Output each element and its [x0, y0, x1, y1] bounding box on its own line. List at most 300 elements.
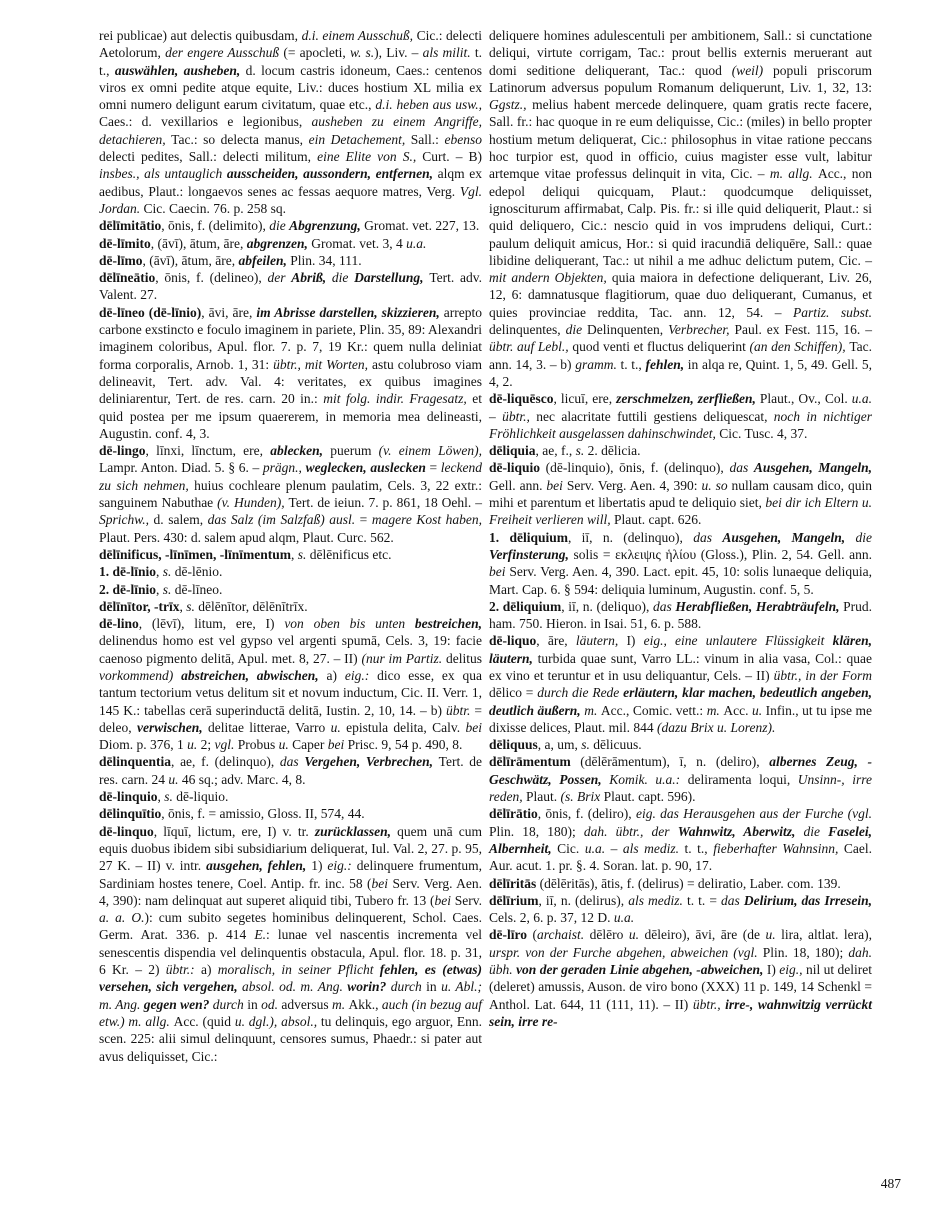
- text-segment: Tert. de ieiun. 7. p. 861, 18 Oehl. –: [288, 495, 482, 511]
- text-segment: dēleiro), āvi, āre (de: [644, 927, 766, 943]
- text-segment: dē-lino: [99, 616, 139, 632]
- entry-delinio-1: [99, 563, 482, 580]
- text-segment: dēlīmitātio: [99, 218, 162, 234]
- text-segment: rei publicae) aut delectis quibusdam,: [99, 28, 302, 43]
- text-segment: dēlicuus.: [593, 737, 642, 753]
- entry-delinitor: [99, 598, 482, 615]
- text-segment: dē-liquēsco: [489, 391, 554, 407]
- text-segment: Probus: [237, 737, 279, 753]
- entry-deliquio: [489, 459, 872, 528]
- text-segment: u. Abl.; m. Ang.: [99, 979, 483, 1012]
- text-segment: durch die Rede: [537, 685, 624, 701]
- text-segment: Plin. 34, 111.: [290, 252, 362, 268]
- text-segment: (weil): [731, 62, 773, 78]
- text-segment: , iī, n. (delirus),: [538, 892, 629, 908]
- text-segment: Serv. Verg. Aen. 4, 390): nam delinquat aut superet aliquid tibi, Tubero fr. 13 (: [99, 875, 483, 908]
- text-segment: Unsinn-, irre reden,: [489, 771, 873, 805]
- text-segment: Vergehen, Verbrechen,: [304, 754, 439, 770]
- entry-deliquium-2: [489, 598, 872, 633]
- text-segment: alqm ex aedibus, Plaut.: longaevos senes ac fessas aequore matres, Verg.: [99, 166, 482, 199]
- text-segment: die: [331, 270, 355, 286]
- text-segment: dē-lingo: [99, 443, 146, 459]
- text-segment: dē-līmito: [99, 235, 151, 251]
- text-segment: lira, altlat. lera),: [781, 927, 873, 943]
- text-segment: auch (in bezug auf etw.) m. allg.: [99, 996, 483, 1029]
- text-segment: bei: [371, 875, 393, 891]
- text-segment: s.: [186, 598, 199, 614]
- text-segment: =: [429, 460, 441, 476]
- text-segment: Tac. ann. 14, 3. – b): [489, 339, 872, 372]
- text-segment: (dazu Brix u. Lorenz).: [657, 719, 776, 735]
- entry-deliquesco: [489, 390, 872, 442]
- text-segment: Partiz. subst.: [793, 304, 872, 320]
- text-segment: Gromat. vet. 227, 13.: [364, 218, 480, 234]
- entry-delinio-2: [99, 581, 482, 598]
- text-segment: dēliquia: [489, 443, 536, 459]
- text-segment: 1. dē-līnio: [99, 564, 157, 580]
- text-segment: dēlīneātio: [99, 270, 156, 286]
- text-segment: übtr.: [446, 702, 475, 718]
- text-segment: worin?: [347, 979, 391, 995]
- text-segment: , (āvī), ātum, āre,: [142, 252, 239, 268]
- text-segment: dē-liquio: [489, 460, 541, 476]
- text-segment: 1. dēliquium: [489, 529, 568, 545]
- text-segment: a): [200, 962, 218, 978]
- text-segment: albernes Zeug, -Geschwätz, Possen,: [489, 754, 872, 787]
- text-segment: eig.,: [779, 962, 806, 978]
- text-segment: Plaut. capt. 596).: [603, 789, 696, 805]
- entry-delinquo: [99, 823, 482, 1065]
- text-segment: puerum: [330, 443, 379, 459]
- text-segment: als mediz.: [628, 892, 687, 908]
- entry-delirium: [489, 892, 872, 927]
- text-segment: adversus: [281, 996, 332, 1012]
- text-segment: das: [729, 460, 754, 476]
- text-segment: eine Elite von S.,: [317, 149, 423, 165]
- text-segment: quod venti et fluctus deliquerint: [572, 339, 750, 355]
- text-segment: : lunae vel nascentis incrementa vel senescentis dispendia vel delinquentis obstacula, Apul. flor. 18. p. 31, 6 Kr. – 2): [99, 927, 482, 978]
- text-segment: bei: [434, 892, 455, 908]
- text-segment: gegen wen?: [143, 996, 213, 1012]
- text-segment: , ae, f.,: [535, 443, 576, 459]
- text-segment: 1): [311, 858, 328, 874]
- text-segment: (dēlērāmentum), ī, n. (deliro),: [570, 754, 770, 770]
- page-number: 487: [880, 1176, 901, 1191]
- text-segment: ): cum subito segetes hominibus delinquerent, Schol. Caes. Germ. Arat. 336. p. 414: [99, 910, 483, 943]
- text-segment: erläutern, klar machen, bedeutlich angeben, deutlich äußern,: [489, 685, 872, 718]
- text-segment: epistula delita, Calv.: [346, 719, 466, 735]
- text-segment: übtr. auf Lebl.,: [489, 339, 573, 355]
- text-segment: Ausgehen, Mangeln,: [722, 529, 856, 545]
- text-segment: t. t.,: [99, 45, 482, 78]
- text-segment: Faselei, Albernheit,: [489, 823, 872, 856]
- text-segment: , (lēvī), litum, ere, I): [138, 616, 285, 632]
- entry-delineatio: [99, 269, 482, 304]
- text-segment: Plaut. Pers. 430: d. salem apud alqm, Plaut. Curc. 562.: [99, 529, 394, 545]
- text-segment: (v. einem Löwen),: [378, 443, 482, 459]
- text-segment: Plaut.: [526, 789, 561, 805]
- text-segment: in: [247, 996, 262, 1012]
- text-segment: Plin. 18, 180);: [489, 823, 584, 839]
- text-segment: in: [426, 979, 442, 995]
- entry-delinificus: [99, 546, 482, 563]
- text-segment: das Salz (im Salzfaß) ausl.: [207, 512, 360, 528]
- text-segment: Plaut. capt. 626.: [613, 512, 702, 528]
- text-segment: Serv. Verg. Aen. 4, 390:: [566, 477, 702, 493]
- text-segment: u.: [168, 771, 182, 787]
- text-segment: u.a.: [613, 910, 635, 926]
- text-segment: Paul. ex Fest. 115, 16. –: [734, 322, 873, 338]
- text-segment: Wahnwitz, Aberwitz,: [677, 823, 804, 839]
- text-segment: ebenso: [444, 131, 482, 147]
- text-segment: Curt. – B): [422, 149, 482, 165]
- text-segment: die: [269, 218, 290, 234]
- text-segment: Delinquenten,: [587, 322, 669, 338]
- text-segment: ausscheiden, aussondern, entfernen,: [226, 166, 438, 182]
- text-segment: Caes.: d. vexillarios e legionibus,: [99, 114, 312, 130]
- text-segment: Acc., non edepol deliqui quicquam, Plaut.: quodcumque deliquisset, ignosciturum affirmabat, Calp. Pis. fr.: si ille quid deliquerit, Plaut.: si quid deliquero, Cic.: nescio quid in vos imprudens deliqui, Curt.: paulum deliquit amicus, Hor.: si quid iracundiā deliquēre, Sall.: quae libidine deliquerant, Tac.: ut nihil a me adhuc delictum putem, Cic. –: [489, 166, 872, 268]
- entry-deliquia: [489, 442, 872, 459]
- text-segment: magere Kost haben,: [371, 512, 483, 528]
- text-segment: m. allg.: [769, 166, 818, 182]
- text-segment: , ae, f. (delinquo),: [171, 754, 280, 770]
- text-segment: dah. übtr., der: [583, 823, 678, 839]
- text-segment: dēlīrium: [489, 892, 539, 908]
- text-segment: mit folg. indir. Fragesatz,: [323, 391, 473, 407]
- text-segment: melius habent mercede delinquere, quam gratis recte facere, Sall. fr.: hac quoque in re eum deliquisse, Cic.: (miles) in bello propter hostium metum deliquerat, Cic.: philosophus in vitae ratione peccans hoc turpior est, quod in officio, cuius magister esse vult, labitur artemque vitae professus delinquit in vita, Cic. –: [489, 97, 872, 182]
- text-segment: w. s.: [349, 45, 375, 61]
- text-segment: , (āvī), ātum, āre,: [150, 235, 247, 251]
- entry-delimo: [99, 252, 482, 269]
- text-segment: zurücklassen,: [314, 823, 398, 839]
- text-segment: dē-linquio: [99, 789, 158, 805]
- text-segment: populi priscorum Latinorum adversus populum Romanum deliquerunt, Liv. 1, 32, 13:: [489, 62, 872, 95]
- text-segment: Komik. u.a.:: [609, 771, 688, 787]
- text-segment: u. so: [701, 477, 732, 493]
- text-segment: eig., eine unlautere Flüssigkeit: [643, 633, 833, 649]
- text-segment: 2. dēlicia.: [587, 443, 641, 459]
- text-segment: , ōnis, f. (delimito),: [161, 218, 270, 234]
- text-segment: zerschmelzen, zerfließen,: [616, 391, 760, 407]
- text-segment: auswählen, ausheben,: [114, 62, 246, 78]
- text-segment: bei: [546, 477, 567, 493]
- left-column: [99, 27, 482, 1065]
- text-segment: übtr.:: [165, 962, 201, 978]
- text-segment: dēliquus: [489, 737, 538, 753]
- text-segment: u. dgl.), absol.,: [234, 1013, 321, 1029]
- text-segment: et quid postea per me ipsum quaererem, in memoria mea delineasti, Augustin. conf. 4, 3.: [99, 391, 482, 441]
- text-segment: die: [803, 823, 829, 839]
- text-segment: Acc., Comic. vett.:: [600, 702, 707, 718]
- text-segment: Akk.,: [348, 996, 382, 1012]
- text-segment: nullam causam dico, quin mihi et parentum et libertatis apud te deliquio siet,: [489, 477, 872, 511]
- text-segment: als milit.: [422, 45, 475, 61]
- text-segment: dēlinquītio: [99, 806, 162, 822]
- text-segment: ablecken,: [270, 443, 331, 459]
- text-segment: delinendus homo est vel gypso vel argenti spumā, Cels. 3, 19: facie caenoso pigmento delitā, Apul. met. 8, 27. – II): [99, 633, 482, 666]
- text-segment: , iī, n. (delinquo),: [567, 529, 694, 545]
- text-segment: läutern,: [575, 633, 627, 649]
- text-segment: , a, um,: [537, 737, 582, 753]
- text-segment: im Abrisse darstellen, skizzieren,: [256, 304, 444, 320]
- text-segment: arrepto carbone exstincto e foculo imaginem in pariete, Plin. 35, 89: Alexandri imaginem coloribus, Apul. flor. 7. p. 7, 19 Kr.: quem nulla deliniat forma corporalis, Arnob. 1, 31:: [99, 304, 482, 372]
- text-segment: Acc.: [723, 702, 752, 718]
- entry-deliratio: [489, 805, 872, 874]
- text-segment: Verbrecher,: [668, 322, 735, 338]
- text-segment: u.: [765, 927, 782, 943]
- text-segment: ,: [291, 546, 298, 562]
- text-segment: t. t. =: [686, 892, 722, 908]
- text-segment: d. locum castris idoneum, Caes.: centenos viros ex omni pedite atque equite, Liv.: duces hostium XL milia ex omni numero deligunt earum civitatum, quae etc.,: [99, 62, 482, 113]
- text-segment: von der geraden Linie abgehen, -abweichen,: [516, 962, 767, 978]
- entry-delineo: [99, 304, 482, 442]
- text-segment: od.: [261, 996, 282, 1012]
- text-segment: Infin., ut tu ipse me dixisse delices, Plaut. mil. 844: [489, 702, 872, 735]
- text-segment: u.: [278, 737, 293, 753]
- text-segment: I): [766, 962, 780, 978]
- text-segment: das: [652, 598, 676, 614]
- text-segment: d.i. heben aus usw.,: [375, 97, 482, 113]
- text-segment: nec alacritate futtili gestiens deliquescat,: [536, 408, 774, 424]
- text-segment: dēlīritās: [489, 875, 537, 891]
- entry-delino: [99, 615, 482, 753]
- text-segment: das: [693, 529, 723, 545]
- text-segment: s.: [162, 581, 175, 597]
- entry-delimito: [99, 235, 482, 252]
- text-segment: s.: [297, 546, 310, 562]
- text-segment: ein Detachement,: [308, 131, 411, 147]
- text-segment: s.: [581, 737, 594, 753]
- text-segment: ,: [179, 598, 187, 614]
- text-segment: delinquentes,: [489, 322, 566, 338]
- text-segment: , licuī, ere,: [553, 391, 617, 407]
- text-segment: E.: [254, 927, 266, 943]
- text-segment: vgl.: [214, 737, 238, 753]
- text-segment: irre-, wahnwitzig verrückt sein, irre re-: [489, 996, 872, 1029]
- text-segment: a): [326, 667, 345, 683]
- text-segment: , āre,: [536, 633, 576, 649]
- text-segment: Gell. ann.: [489, 477, 547, 493]
- text-segment: übtr., mit Worten,: [273, 356, 373, 372]
- text-segment: verwischen,: [136, 719, 208, 735]
- text-segment: leckend zu sich nehmen,: [99, 460, 482, 493]
- text-segment: Lampr. Anton. Diad. 5. § 6. –: [99, 460, 263, 476]
- entry-deliquium-1: [489, 529, 872, 598]
- text-segment: delinquere frumentum, Sardiniam hostes tenere, Coel. Antip. fr. inc. 58 (: [99, 858, 482, 891]
- text-segment: (dē-linquio), ōnis, f. (delinquo),: [540, 460, 730, 476]
- text-segment: dēlinquentia: [99, 754, 172, 770]
- text-segment: Cael. Aur. acut. 1. pr. §. 4. Soran. lat. p. 90, 17.: [489, 840, 872, 874]
- text-segment: Herabfließen, Herabträufeln,: [675, 598, 844, 614]
- text-segment: moralisch, in seiner Pflicht: [217, 962, 380, 978]
- text-segment: übtr., in der Form: [773, 667, 872, 683]
- text-segment: u.a.: [406, 235, 427, 251]
- text-segment: quem unā cum equis duobus ibidem sibi subsidiarium deliquerat, Iul. Val. 2, 27. p. 95, 27 K. – II) v. intr.: [99, 823, 483, 874]
- text-segment: Cic. Caecin. 76. p. 258 sq.: [143, 200, 286, 216]
- text-segment: Gromat. vet. 3, 4: [311, 235, 407, 251]
- text-segment: Prisc. 9, 54 p. 490, 8.: [347, 737, 463, 753]
- text-segment: Cic.: delecti Aetolorum,: [99, 28, 482, 61]
- text-segment: (= apocleti,: [283, 45, 350, 61]
- text-segment: abgrenzen,: [246, 235, 312, 251]
- text-segment: abstreichen, abwischen,: [181, 667, 327, 683]
- text-segment: ,: [156, 564, 163, 580]
- text-segment: vorkommend): [99, 667, 182, 683]
- text-segment: dēlīrātio: [489, 806, 538, 822]
- text-segment: dē-līro: [489, 927, 527, 943]
- text-segment: urspr. von der Furche abgehen, abweichen (vgl.: [489, 944, 763, 960]
- text-segment: dēlēnificus etc.: [309, 546, 392, 562]
- text-segment: t. t.,: [684, 840, 714, 856]
- text-segment: Abgrenzung,: [289, 218, 365, 234]
- text-segment: (: [527, 927, 538, 943]
- text-segment: 2;: [200, 737, 215, 753]
- text-segment: (nur im Partiz.: [361, 650, 446, 666]
- text-segment: Cic.: [557, 840, 585, 856]
- text-segment: Vgl. Jordan.: [99, 183, 482, 216]
- text-segment: s.: [164, 789, 177, 805]
- text-segment: I): [626, 633, 644, 649]
- entry-deliquus: [489, 736, 872, 753]
- right-column: [489, 27, 872, 1030]
- text-segment: u.a. – übtr.,: [489, 391, 872, 424]
- text-segment: s.: [162, 564, 175, 580]
- text-segment: Cels. 2, 6. p. 37, 12 D.: [489, 910, 614, 926]
- text-segment: u.: [751, 702, 766, 718]
- text-segment: tu delinquis, ego arguor, Enn. scen. 225: alii simul delinquunt, censores sumus, Phaedr.: si pater aut avus deliquisset, Cic.:: [99, 1013, 483, 1064]
- text-segment: , līquī, lictum, ere, I) v. tr.: [153, 823, 315, 839]
- text-segment: u.a. – als mediz.: [584, 840, 685, 856]
- text-segment: Verfinsterung,: [489, 546, 574, 562]
- entry-delinquentia: [99, 753, 482, 788]
- text-segment: ), Liv. –: [374, 45, 423, 61]
- text-segment: solis = εκλειψις ἡλίου (Gloss.), Plin. 2, 54. Gell. ann.: [573, 546, 872, 562]
- text-segment: d. salem,: [153, 512, 208, 528]
- text-segment: dē-līneo.: [174, 581, 223, 597]
- text-segment: Ausgehen, Mangeln,: [753, 460, 873, 476]
- text-segment: dēlīrāmentum: [489, 754, 571, 770]
- text-segment: m.: [584, 702, 601, 718]
- text-segment: insbes., als untauglich: [99, 166, 227, 182]
- text-segment: der: [267, 270, 292, 286]
- text-segment: dico esse, ex qua tantum tectorium vetus delitum sit et novum inductum, Cic. II. Verr. 1, 145 K.: tabellas cerā superinductā delitā, Iustin. 2, 10, 14. – b): [99, 667, 482, 718]
- text-segment: bestreichen,: [414, 616, 482, 632]
- text-segment: =: [359, 512, 372, 528]
- entry-delinquo-continued: [489, 27, 872, 390]
- text-segment: delecti pedites, Sall.: delecti militum,: [99, 149, 318, 165]
- text-segment: Ggstz.,: [489, 97, 533, 113]
- text-segment: ausheben zu einem Angriffe, detachieren,: [99, 114, 482, 147]
- text-segment: absol. od. m. Ang.: [242, 979, 348, 995]
- text-segment: dēlēro: [589, 927, 629, 943]
- text-segment: dēlīnītor, -trīx: [99, 598, 180, 614]
- text-segment: der engere Ausschuß: [165, 45, 284, 61]
- text-segment: (an den Schiffen),: [749, 339, 850, 355]
- text-segment: , iī, n. (deliquo),: [561, 598, 653, 614]
- text-segment: (v. Hunden),: [217, 495, 289, 511]
- entry-delingo: [99, 442, 482, 546]
- text-segment: a. a. O.: [99, 910, 145, 926]
- text-segment: bei: [489, 564, 510, 580]
- text-segment: = deleo,: [99, 702, 482, 735]
- text-segment: eig. das Herausgehen aus der Furche (vgl.: [635, 806, 873, 822]
- text-segment: deliquere homines adulescentuli per ambitionem, Sall.: si cunctatione deliqui, virtute corrigam, Tac.: prout bellis externis meruerant aut domi seditione deliquerant, Tac.: quod: [489, 28, 872, 78]
- text-segment: durch: [212, 996, 248, 1012]
- text-segment: klären, läutern,: [489, 633, 872, 666]
- text-segment: dē-liquo: [489, 633, 537, 649]
- text-segment: die: [565, 322, 588, 338]
- text-segment: t. t.,: [620, 356, 646, 372]
- text-segment: Plaut., Ov., Col.: [759, 391, 852, 407]
- text-segment: Acc. (quid: [173, 1013, 235, 1029]
- text-segment: , līnxi, līnctum, ere,: [145, 443, 271, 459]
- text-segment: dēlēnītor, dēlēnītrīx.: [198, 598, 308, 614]
- text-segment: fieberhafter Wahnsinn,: [713, 840, 844, 856]
- entry-delinquitio: [99, 805, 482, 822]
- text-segment: Tac.: so delecta manus,: [171, 131, 309, 147]
- text-segment: m.: [331, 996, 349, 1012]
- text-segment: dē-lēnio.: [174, 564, 223, 580]
- text-segment: prägn.,: [262, 460, 306, 476]
- text-segment: huius cochleare plenum paulatim, Cels. 3, 22 extr.: sanguinem Nabuthae: [99, 477, 483, 511]
- entry-delinquio: [99, 788, 482, 805]
- text-segment: Abriß,: [291, 270, 332, 286]
- text-segment: gramm.: [575, 356, 621, 372]
- text-segment: eig.:: [327, 858, 357, 874]
- text-segment: (dēlēritās), ātis, f. (delirus) = deliratio, Laber. com. 139.: [536, 875, 841, 891]
- text-segment: Tert. de res. carn. 24: [99, 754, 482, 787]
- text-segment: ,: [157, 789, 165, 805]
- text-segment: Delirium, das Irresein,: [743, 892, 872, 908]
- text-segment: u.: [330, 719, 347, 735]
- text-segment: Serv. Verg. Aen. 4, 390. Lact. epit. 45, 10: solis lunaeque deliquia, Mart. Cap. 6. § 594: deliquia luminum, Augustin. conf. 5, 5.: [489, 564, 872, 597]
- text-segment: 46 sq.; adv. Marc. 4, 8.: [181, 771, 306, 787]
- text-segment: mit andern Objekten,: [489, 270, 612, 286]
- text-segment: die: [855, 529, 872, 545]
- text-segment: übtr.,: [692, 996, 726, 1012]
- text-segment: von oben bis unten: [284, 616, 415, 632]
- text-segment: ,: [156, 581, 163, 597]
- text-segment: dē-līmo: [99, 252, 143, 268]
- text-segment: weglecken, auslecken: [305, 460, 430, 476]
- text-segment: dēlico =: [489, 685, 538, 701]
- entry-deliro: [489, 926, 872, 1030]
- text-segment: in alqa re, Quint. 1, 5, 49. Gell. 5, 4, 2.: [489, 356, 872, 389]
- text-segment: deliramenta loqui,: [687, 771, 798, 787]
- text-segment: Caper: [292, 737, 328, 753]
- text-segment: Sall.:: [410, 131, 445, 147]
- text-segment: bei: [465, 719, 482, 735]
- text-segment: u.: [628, 927, 645, 943]
- text-segment: abfeilen,: [238, 252, 291, 268]
- text-segment: m.: [706, 702, 724, 718]
- text-segment: , āvi, āre,: [201, 304, 257, 320]
- text-segment: astu colubroso viam delineavit, Tert. adv. Val. 4: veritates, ex quibus imagines deliniarentur, Tert. de res. carn. 20 in.:: [99, 356, 483, 407]
- entry-deligo-continued: [99, 27, 482, 217]
- text-segment: Sprichw.,: [99, 512, 154, 528]
- text-segment: bei dir ich Eltern u. Freiheit verlieren will,: [489, 495, 873, 528]
- entry-deliramentum: [489, 753, 872, 805]
- text-segment: , ōnis, f. = amissio, Gloss. II, 574, 44.: [161, 806, 365, 822]
- text-segment: fehlen,: [645, 356, 688, 372]
- text-segment: archaist.: [537, 927, 590, 943]
- text-segment: quia maiora in defectione deliquerant, Liv. 26, 12, 6: damnatusque flagitiorum, quae duo deliquerant, Cumanus, et quies provinciae reddita, Tac. ann. 12, 54. –: [489, 270, 872, 320]
- text-segment: dah. übh.: [489, 944, 872, 978]
- text-segment: dē-liquio.: [176, 789, 229, 805]
- text-segment: durch: [390, 979, 427, 995]
- text-segment: (s. Brix: [560, 789, 604, 805]
- text-segment: turbida quae sunt, Varro LL.: vinum in alia vasa, Col.: quae ex vino et teruntur et in usu deliquantur, Cels. – II): [489, 650, 872, 683]
